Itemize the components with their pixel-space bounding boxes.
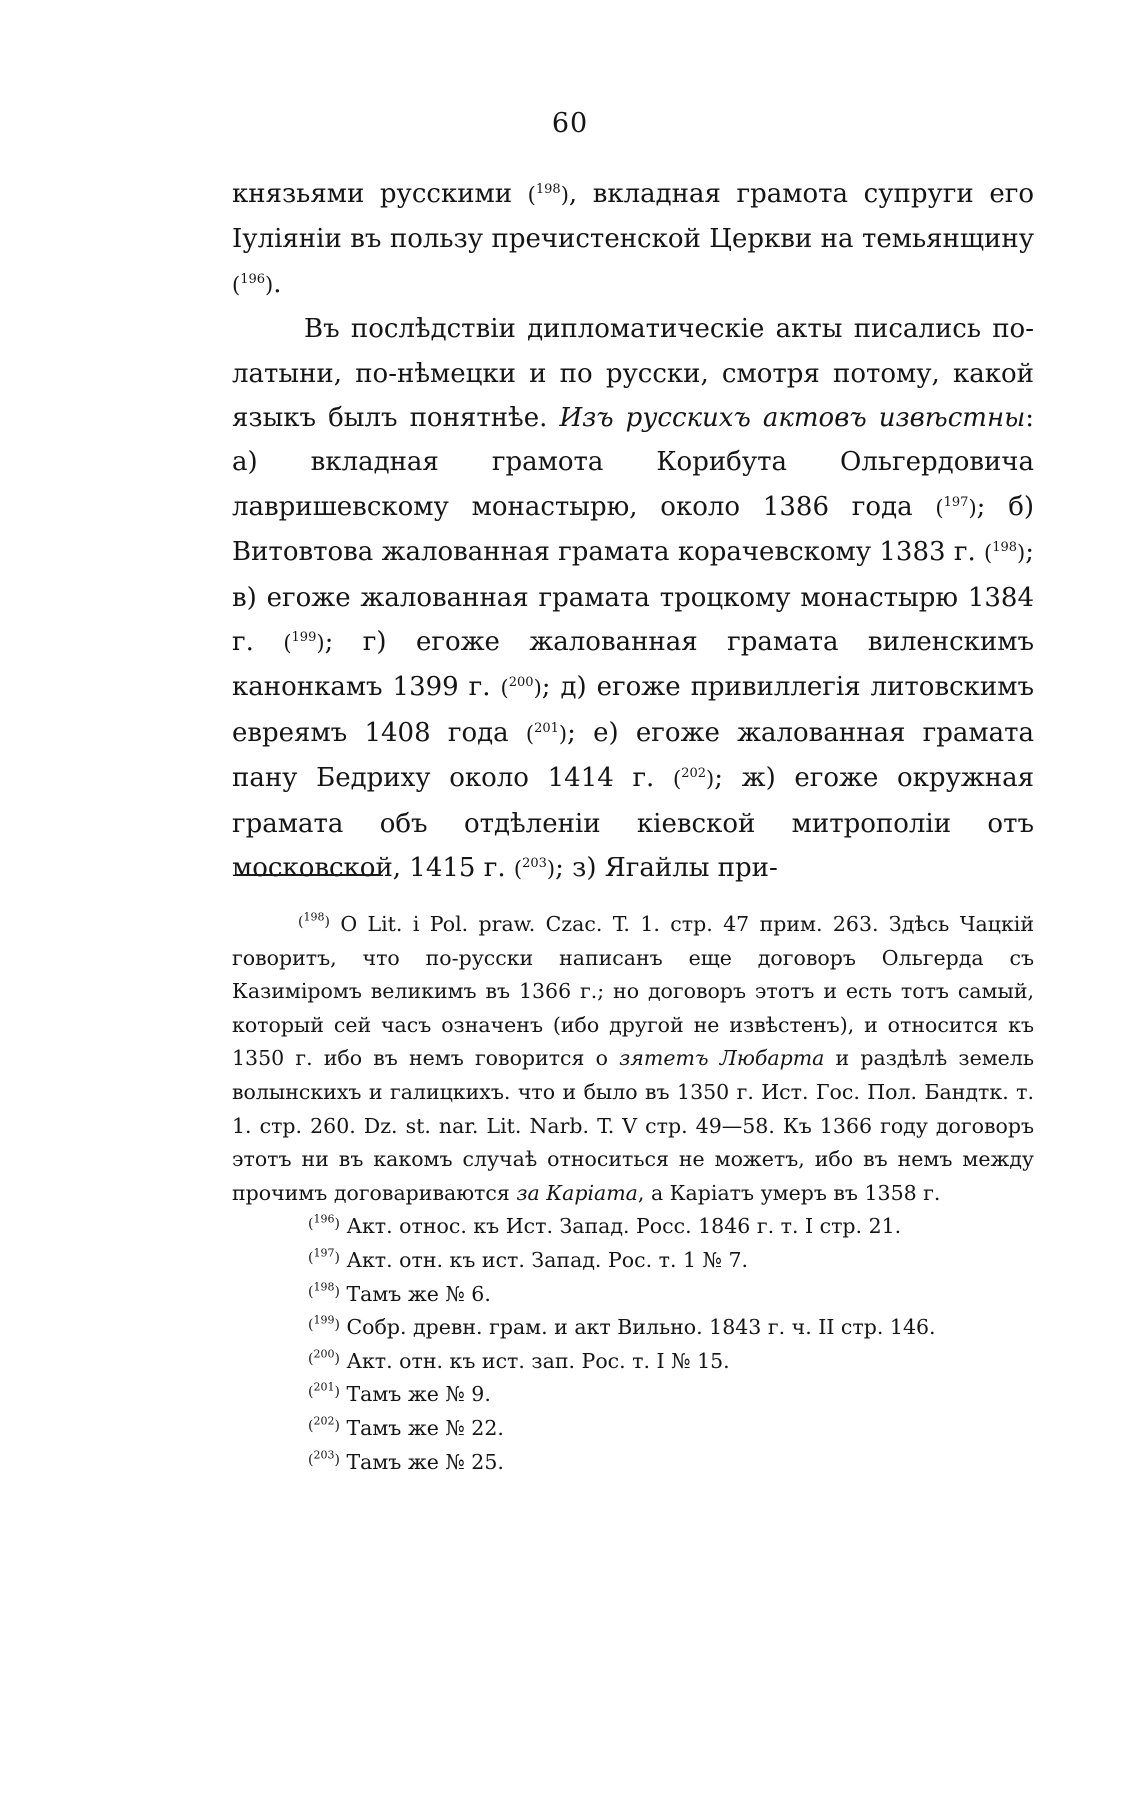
footnote-item (308, 1345, 1034, 1379)
text-run: О Lit. i Pol. praw. Czac. T. 1. стр. 47 прим. 263. Здѣсь Чацкій говоритъ, что по-русски написанъ еще договоръ Ольгерда съ Казиміромъ великимъ въ 1366 г.; но договоръ этотъ и есть тотъ самый, который сей часъ означенъ (ибо другой не извѣстенъ), и относится къ 1350 г. ибо въ немъ говорится о (232, 912, 1034, 1071)
main-text (232, 172, 1034, 892)
footnote-item (308, 1311, 1034, 1345)
footnote-marker: (198) (298, 910, 330, 930)
text-run: , а Каріатъ умеръ въ 1358 г. (637, 1180, 941, 1205)
text-run: , вкладная грамота супруги его Іуліяніи въ пользу пречистенской Церкви на темьянщину (232, 179, 1034, 255)
footnote-item (308, 1210, 1034, 1244)
footnote-item (308, 1446, 1034, 1480)
text-run: ; в) егоже жалованная грамата троцкому монастырю 1384 г. (232, 537, 1034, 658)
footnote-marker: (196) (308, 1212, 340, 1233)
footnote-item (308, 1278, 1034, 1312)
footnotes (232, 908, 1034, 1479)
footnote-item (308, 1378, 1034, 1412)
italic-text: зятетъ Любарта (619, 1046, 825, 1071)
footnote-reference: ($^{201}$) (525, 720, 568, 746)
page-number: 60 (551, 108, 589, 139)
paragraph-2 (232, 307, 1034, 891)
footnote-marker: (199) (308, 1313, 340, 1334)
footnote-reference: ($^{202}$) (673, 766, 715, 792)
text-run: Въ послѣдствіи дипломатическіе акты писались по-латыни, по-нѣмецки и по русски, смотря потому, какой языкъ былъ понятнѣе. (232, 314, 1034, 434)
text-run: ; ж) егоже окружная грамата объ отдѣленіи кіевской митрополіи отъ московской, 1415 г. (232, 763, 1035, 884)
footnote-list (232, 1210, 1034, 1479)
footnote-text: Акт. отн. къ ист. зап. Рос. т. I № 15. (339, 1348, 730, 1373)
footnote-text: Тамъ же № 25. (339, 1449, 504, 1474)
text-run: и раздѣлѣ земель волынскихъ и галицкихъ. что и было въ 1350 г. Ист. Гос. Пол. Бандтк. т. 1. стр. 260. Dz. st. nar. Lit. Narb. T. V стр. 49—58. Къ 1366 году договоръ этотъ ни въ какомъ случаѣ относиться не можетъ, ибо въ немъ между прочимъ договариваются (232, 1046, 1035, 1205)
text-run: : а) вкладная грамота Корибута Ольгердовича лавришевскому монастырю, около 1386 года (232, 403, 1035, 522)
footnote-reference: ($^{200}$) (500, 675, 542, 701)
footnote-marker: (202) (308, 1414, 340, 1434)
footnote-reference: ($^{196}$) (232, 271, 274, 297)
footnote-text: Тамъ же № 9. (339, 1382, 491, 1407)
footnote-text: Тамъ же № 6. (339, 1281, 491, 1306)
paragraph-1 (232, 172, 1034, 307)
footnote-reference: ($^{199}$) (283, 630, 325, 656)
italic-text: за Каріата (516, 1180, 638, 1205)
text-run: князьями русскими (232, 179, 528, 209)
footnote-item (308, 1244, 1034, 1278)
text-run: ; г) егоже жалованная грамата виленскимъ канонкамъ 1399 г. (232, 627, 1034, 703)
footnote-reference: ($^{203}$) (513, 856, 556, 882)
footnote-reference: ($^{198}$) (984, 540, 1026, 566)
text-run: ; д) егоже привиллегія литовскимъ евреямъ 1408 года (232, 672, 1034, 748)
footnote-marker: (197) (308, 1246, 340, 1266)
footnote-198 (232, 908, 1034, 1210)
text-run: . (273, 268, 282, 299)
text-run: ; з) Ягайлы при- (555, 853, 778, 884)
footnote-marker: (200) (308, 1347, 340, 1367)
footnote-text: Тамъ же № 22. (339, 1415, 504, 1440)
footnote-marker: (203) (308, 1447, 340, 1468)
footnote-reference: ($^{198}$) (527, 182, 569, 207)
text-run: ; е) егоже жалованная грамата пану Бедриху около 1414 г. (232, 717, 1034, 794)
footnote-divider (236, 874, 380, 876)
footnote-text: Акт. отн. къ ист. Запад. Рос. т. 1 № 7. (339, 1247, 749, 1272)
footnote-text: Собр. древн. грам. и акт Вильно. 1843 г. ч. II стр. 146. (339, 1315, 936, 1340)
footnote-text: Акт. относ. къ Ист. Запад. Росс. 1846 г. т. I стр. 21. (339, 1214, 902, 1239)
footnote-marker: (198) (308, 1279, 340, 1300)
footnote-marker: (201) (308, 1380, 340, 1401)
footnote-reference: ($^{197}$) (935, 494, 977, 520)
text-run: ; б) Витовтова жалованная грамата корачевскому 1383 г. (232, 491, 1035, 568)
footnote-item (308, 1412, 1034, 1446)
italic-text: Изъ русскихъ актовъ извѣстны (559, 403, 1026, 434)
